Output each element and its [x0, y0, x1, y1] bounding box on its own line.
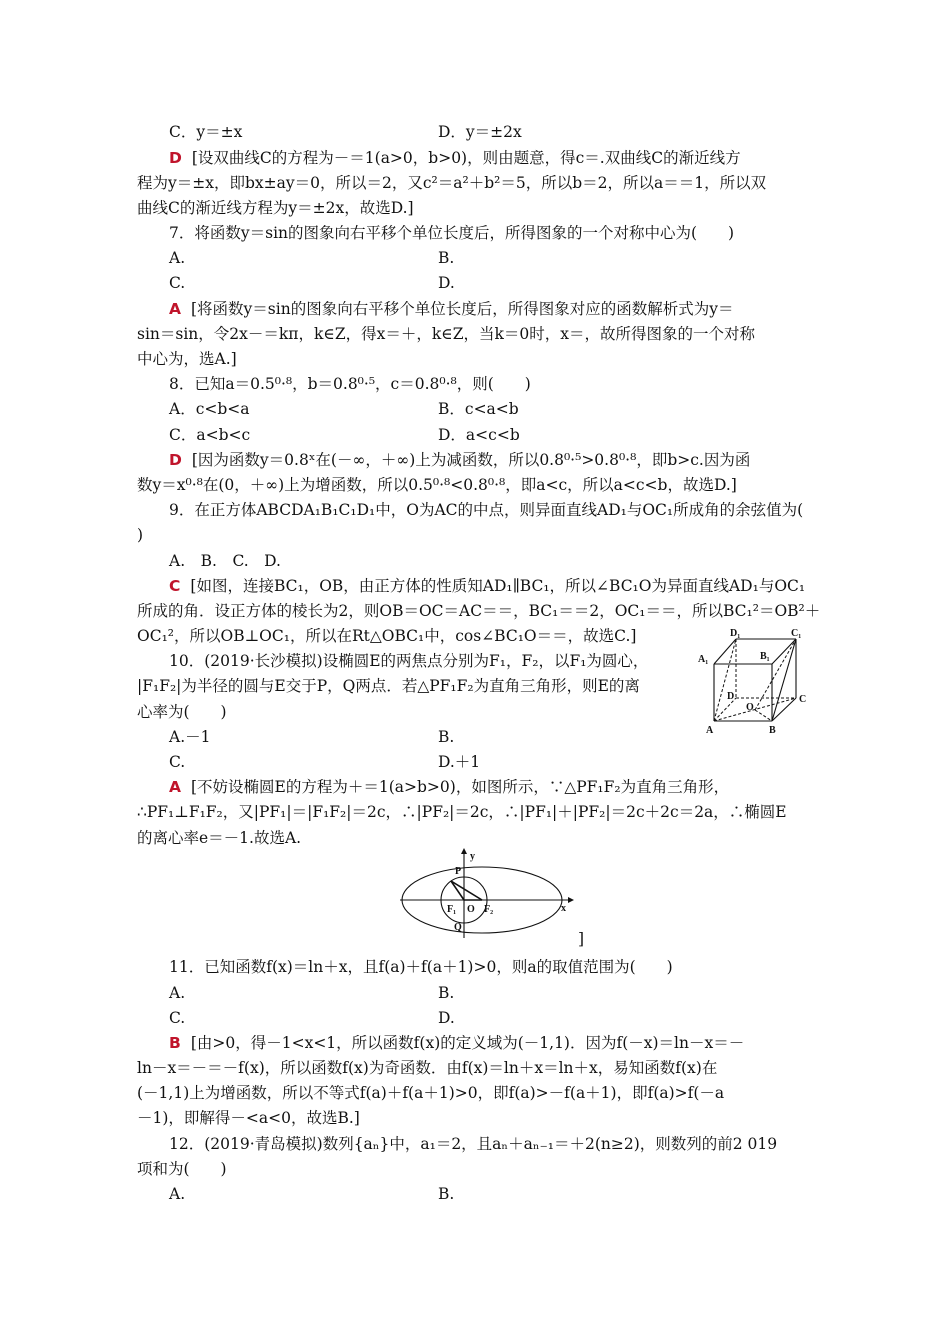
q12-stem-line-2: 项和为( ) [137, 1160, 227, 1178]
ellipse-label-o: O [467, 904, 475, 915]
q6-solution-line-2: 程为y＝±x，即bx±ay＝0，所以＝2，又c²＝a²＋b²＝5，所以b＝2，所以a＝＝1，所以双 [137, 174, 767, 192]
cube-label-a: A [706, 725, 714, 736]
q6-solution-line-3: 曲线C的渐近线方程为y＝±2x，故选D.] [137, 199, 414, 217]
q11-option-b: B. [438, 984, 455, 1002]
q10-option-c: C. [169, 753, 186, 771]
q7-answer-letter: A [169, 300, 181, 318]
q11-solution-line-1: B [由>0，得－1<x<1，所以函数f(x)的定义域为(－1,1)．因为f(－x)＝ln－x＝－ [169, 1034, 745, 1052]
q9-solution-line-2: 所成的角．设正方体的棱长为2，则OB＝OC＝AC＝＝，BC₁＝＝2，OC₁＝＝，所以BC₁²＝OB²＋ [137, 602, 821, 620]
q10-solution-line-3: 的离心率e＝－1.故选A. [137, 829, 302, 847]
q6-solution-line-1: D [设双曲线C的方程为－＝1(a>0，b>0)，则由题意，得c＝.双曲线C的渐近线方 [169, 149, 741, 167]
q10-stem-line-1: 10．(2019·长沙模拟)设椭圆E的两焦点分别为F₁，F₂，以F₁为圆心， [169, 652, 649, 670]
q7-solution-line-2: sin＝sin，令2x－＝kπ，k∈Z，得x＝＋，k∈Z，当k＝0时，x＝，故所得图象的一个对称 [137, 325, 755, 343]
cube-figure [696, 626, 808, 738]
cube-label-c: C [799, 694, 807, 705]
q8-stem: 8．已知a＝0.5⁰·⁸，b＝0.8⁰·⁵，c＝0.8⁰·⁸，则( ) [169, 375, 531, 393]
ellipse-label-x: x [561, 903, 566, 914]
q11-option-d: D. [438, 1009, 455, 1027]
q9-stem-line-2: ) [137, 526, 144, 544]
q10-option-d: D.＋1 [438, 753, 481, 771]
q11-stem: 11．已知函数f(x)＝ln＋x，且f(a)＋f(a＋1)>0，则a的取值范围为( ) [169, 958, 673, 976]
ellipse-label-y: y [470, 851, 475, 862]
q10-option-a: A.－1 [169, 728, 211, 746]
q12-option-b: B. [438, 1185, 455, 1203]
q8-option-a: A．c<b<a [169, 400, 250, 418]
ellipse-figure [398, 848, 576, 942]
cube-label-d: D [727, 691, 735, 702]
q9-options: A. B. C. D. [169, 552, 281, 570]
q11-solution-line-3: (－1,1)上为增函数，所以不等式f(a)＋f(a＋1)>0，即f(a)>－f(a＋1)，即f(a)>f(－a [137, 1084, 725, 1102]
q9-stem-line-1: 9．在正方体ABCDA₁B₁C₁D₁中，O为AC的中点，则异面直线AD₁与OC₁所成角的余弦值为( [169, 501, 804, 519]
cube-label-d1: D₁ [730, 628, 741, 639]
q9-solution-line-1: C [如图，连接BC₁，OB，由正方体的性质知AD₁∥BC₁，所以∠BC₁O为异面直线AD₁与OC₁ [169, 577, 806, 595]
q6-option-c: C．y＝±x [169, 123, 243, 141]
q8-option-c: C．a<b<c [169, 426, 251, 444]
q8-solution-line-1: D [因为函数y＝0.8ˣ在(－∞，＋∞)上为减函数，所以0.8⁰·⁵>0.8⁰·⁸，即b>c.因为函 [169, 451, 751, 469]
q8-option-d: D．a<c<b [438, 426, 520, 444]
q6-option-d: D．y＝±2x [438, 123, 522, 141]
ellipse-label-p: P [455, 866, 462, 877]
q11-option-a: A. [169, 984, 186, 1002]
q8-solution-line-2: 数y＝x⁰·⁸在(0，＋∞)上为增函数，所以0.5⁰·⁸<0.8⁰·⁸，即a<c，所以a<c<b，故选D.] [137, 476, 737, 494]
q9-answer-letter: C [169, 577, 181, 595]
q7-stem: 7．将函数y＝sin的图象向右平移个单位长度后，所得图象的一个对称中心为( ) [169, 224, 735, 242]
q7-solution-line-3: 中心为，选A.] [137, 350, 237, 368]
cube-label-b: B [769, 725, 776, 736]
q6-answer-letter: D [169, 149, 182, 167]
q11-solution-line-2: ln－x＝－＝－f(x)，所以函数f(x)为奇函数．由f(x)＝ln＋x＝ln＋x，易知函数f(x)在 [137, 1059, 718, 1077]
q11-answer-letter: B [169, 1034, 181, 1052]
q9-solution-line-3: OC₁²，所以OB⊥OC₁，所以在Rt△OBC₁中，cos∠BC₁O＝＝，故选C.] [137, 627, 637, 645]
q11-option-c: C. [169, 1009, 186, 1027]
q8-option-b: B．c<a<b [438, 400, 519, 418]
q10-stem-line-3: 心率为( ) [137, 703, 227, 721]
cube-label-c1: C₁ [791, 628, 802, 639]
q7-option-d: D. [438, 274, 455, 292]
q10-stem-line-2: |F₁F₂|为半径的圆与E交于P，Q两点．若△PF₁F₂为直角三角形，则E的离 [137, 677, 640, 695]
q10-answer-letter: A [169, 778, 181, 796]
q7-option-c: C. [169, 274, 186, 292]
q7-solution-line-1: A [将函数y＝sin的图象向右平移个单位长度后，所得图象对应的函数解析式为y＝ [169, 300, 734, 318]
q7-option-b: B. [438, 249, 455, 267]
q10-solution-line-2: ∴PF₁⊥F₁F₂，又|PF₁|＝|F₁F₂|＝2c，∴|PF₂|＝2c，∴|PF₁|＋|PF₂|＝2c＋2c＝2a，∴椭圆E [137, 803, 787, 821]
q10-close-bracket: ] [578, 930, 585, 948]
cube-label-o: O [746, 702, 754, 713]
ellipse-label-f1: F₁ [447, 904, 457, 915]
ellipse-label-f2: F₂ [484, 904, 494, 915]
q12-option-a: A. [169, 1185, 186, 1203]
ellipse-label-q: Q [454, 922, 462, 933]
q10-solution-line-1: A [不妨设椭圆E的方程为＋＝1(a>b>0)，如图所示，∵△PF₁F₂为直角三角形， [169, 778, 730, 796]
q10-option-b: B. [438, 728, 455, 746]
q8-answer-letter: D [169, 451, 182, 469]
q11-solution-line-4: －1)，即解得－<a<0，故选B.] [137, 1109, 360, 1127]
q7-option-a: A. [169, 249, 186, 267]
cube-label-a1: A₁ [698, 654, 709, 665]
q12-stem-line-1: 12．(2019·青岛模拟)数列{aₙ}中，a₁＝2，且aₙ＋aₙ₋₁＝＋2(n≥2)，则数列的前2 019 [169, 1135, 778, 1153]
cube-label-b1: B₁ [760, 651, 770, 662]
